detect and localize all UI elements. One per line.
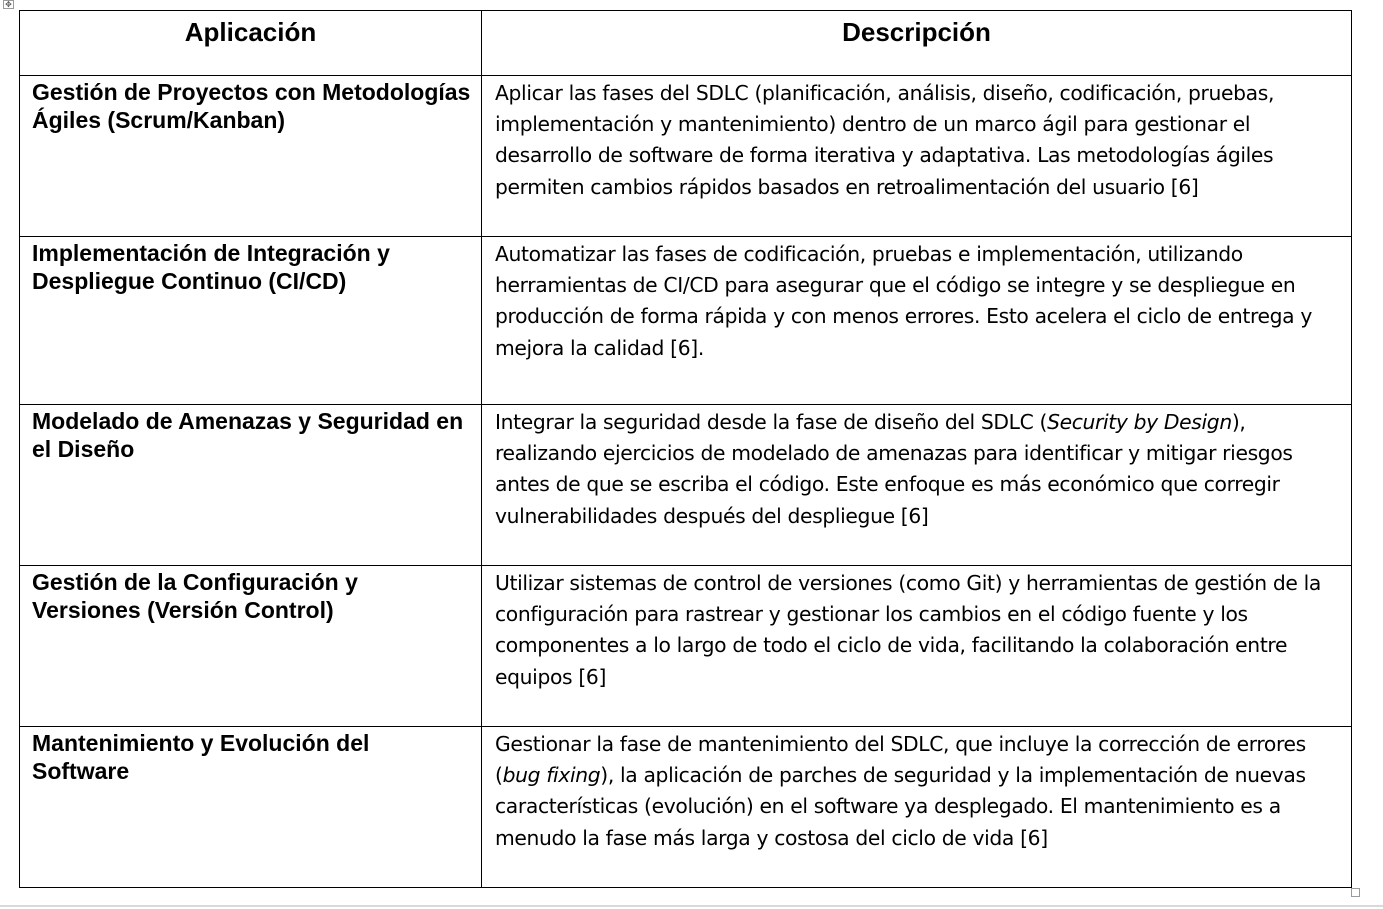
header-description: Descripción bbox=[482, 11, 1352, 76]
header-application: Aplicación bbox=[20, 11, 482, 76]
description-text: Integrar la seguridad desde la fase de diseño del SDLC ( bbox=[495, 410, 1048, 434]
description-text: ), la aplicación de parches de seguridad y la implementación de nuevas características (evolución) en el software ya desplegado. El mantenimiento es a menudo la fase más larga y costosa del ciclo de vida [6] bbox=[495, 763, 1306, 850]
description-cell[interactable] bbox=[482, 405, 1352, 566]
description-italic-term: Security by Design bbox=[1047, 410, 1232, 434]
applications-table bbox=[19, 10, 1352, 888]
description-text: Gestionar la fase de mantenimiento del SDLC, que incluye la corrección de errores ( bbox=[495, 732, 1306, 788]
application-cell[interactable]: Implementación de Integración y Despliegue Continuo (CI/CD) bbox=[20, 237, 482, 405]
table-resize-icon[interactable] bbox=[1351, 888, 1360, 897]
description-italic-term: bug fixing bbox=[502, 763, 601, 788]
description-cell[interactable] bbox=[482, 727, 1352, 888]
table-row bbox=[20, 405, 1352, 566]
description-cell[interactable]: Utilizar sistemas de control de versiones (como Git) y herramientas de gestión de la configuración para rastrear y gestionar los cambios en el código fuente y los componentes a lo largo de todo el ciclo de vida, facilitando la colaboración entre equipos [6] bbox=[482, 566, 1352, 727]
description-text: ), realizando ejercicios de modelado de amenazas para identificar y mitigar riesgos antes de que se escriba el código. Este enfoque es más económico que corregir vulnerabilidades después del despliegue [6] bbox=[495, 410, 1293, 528]
application-cell[interactable]: Modelado de Amenazas y Seguridad en el Diseño bbox=[20, 405, 482, 566]
table-row bbox=[20, 76, 1352, 237]
application-cell[interactable]: Mantenimiento y Evolución del Software bbox=[20, 727, 482, 888]
table-row bbox=[20, 727, 1352, 888]
application-cell[interactable]: Gestión de la Configuración y Versiones (Versión Control) bbox=[20, 566, 482, 727]
table-row bbox=[20, 237, 1352, 405]
table-header-row bbox=[20, 11, 1352, 76]
page-bottom-edge bbox=[0, 905, 1383, 907]
description-cell[interactable]: Aplicar las fases del SDLC (planificación, análisis, diseño, codificación, pruebas, implementación y mantenimiento) dentro de un marco ágil para gestionar el desarrollo de software de forma iterativa y adaptativa. Las metodologías ágiles permiten cambios rápidos basados en retroalimentación del usuario [6] bbox=[482, 76, 1352, 237]
table-row bbox=[20, 566, 1352, 727]
description-cell[interactable]: Automatizar las fases de codificación, pruebas e implementación, utilizando herramientas de CI/CD para asegurar que el código se integre y se despliegue en producción de forma rápida y con menos errores. Esto acelera el ciclo de entrega y mejora la calidad [6]. bbox=[482, 237, 1352, 405]
table-move-icon[interactable]: ✥ bbox=[3, 0, 14, 9]
application-cell[interactable]: Gestión de Proyectos con Metodologías Ágiles (Scrum/Kanban) bbox=[20, 76, 482, 237]
